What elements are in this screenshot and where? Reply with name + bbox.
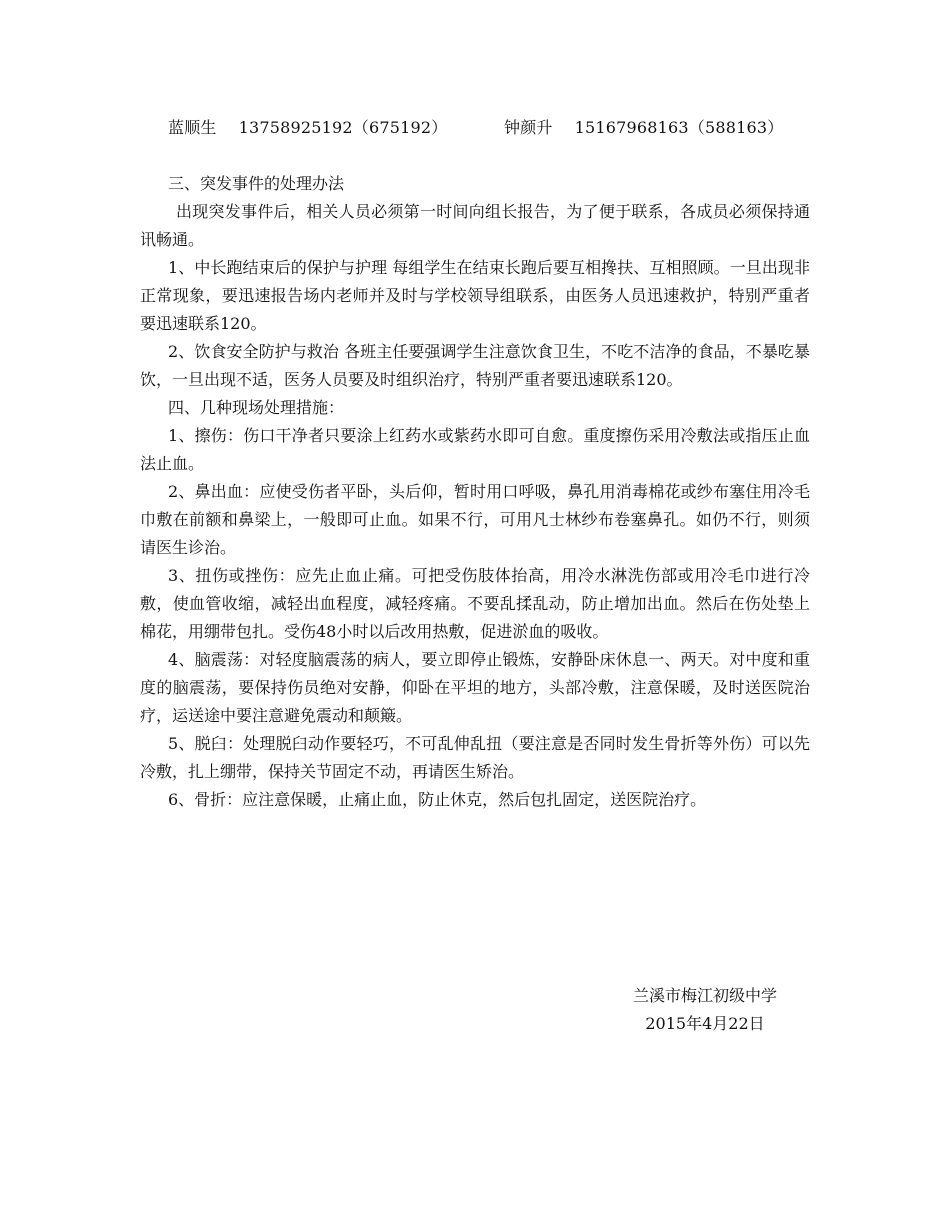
paragraph-emergency-intro: 出现突发事件后，相关人员必须第一时间向组长报告，为了便于联系，各成员必须保持通讯畅通。 — [140, 202, 810, 249]
contact-entry-1 — [168, 116, 447, 140]
paragraph-fracture: 6、骨折：应注意保暖，止痛止血，防止休克，然后包扎固定，送医院治疗。 — [168, 790, 707, 809]
paragraph-sprain: 3、扭伤或挫伤：应先止血止痛。可把受伤肢体抬高，用冷水淋洗伤部或用冷毛巾进行冷敷，使血管收缩，减轻出血程度，减轻疼痛。不要乱揉乱动，防止增加出血。然后在伤处垫上棉花，用绷带包扎。受伤48小时以后改用热敷，促进淤血的吸收。 — [140, 566, 810, 641]
document-body — [140, 170, 810, 814]
contact-name: 钟颜升 — [504, 118, 553, 137]
signature-date: 2015年4月22日 — [645, 1014, 765, 1033]
paragraph-dislocation: 5、脱臼：处理脱臼动作要轻巧，不可乱伸乱扭（要注意是否同时发生骨折等外伤）可以先冷敷，扎上绷带，保持关节固定不动，再请医生矫治。 — [140, 734, 810, 781]
paragraph-food-safety: 2、饮食安全防护与救治 各班主任要强调学生注意饮食卫生，不吃不洁净的食品，不暴吃暴饮，一旦出现不适，医务人员要及时组织治疗，特别严重者要迅速联系120。 — [140, 342, 810, 389]
contact-phone: 13758925192（675192） — [238, 118, 448, 137]
contact-phone: 15167968163（588163） — [574, 118, 784, 137]
section-heading-onsite-measures: 四、几种现场处理措施： — [168, 398, 345, 417]
paragraph-nosebleed: 2、鼻出血：应使受伤者平卧，头后仰，暂时用口呼吸，鼻孔用消毒棉花或纱布塞住用冷毛巾敷在前额和鼻梁上，一般即可止血。如果不行，可用凡士林纱布卷塞鼻孔。如仍不行，则须请医生诊治。 — [140, 482, 810, 557]
signature-organization: 兰溪市梅江初级中学 — [632, 986, 777, 1005]
section-heading-emergency: 三、突发事件的处理办法 — [168, 174, 345, 193]
paragraph-concussion: 4、脑震荡：对轻度脑震荡的病人，要立即停止锻炼，安静卧床休息一、两天。对中度和重度的脑震荡，要保持伤员绝对安静，仰卧在平坦的地方，头部冷敷，注意保暖，及时送医院治疗，运送途中要注意避免震动和颠簸。 — [140, 650, 810, 725]
contact-name: 蓝顺生 — [168, 118, 217, 137]
contact-entry-2 — [504, 116, 783, 140]
paragraph-running-care: 1、中长跑结束后的保护与护理 每组学生在结束长跑后要互相搀扶、互相照顾。一旦出现非正常现象，要迅速报告场内老师并及时与学校领导组联系，由医务人员迅速救护，特别严重者要迅速联系120。 — [140, 258, 810, 333]
paragraph-abrasion: 1、擦伤：伤口干净者只要涂上红药水或紫药水即可自愈。重度擦伤采用冷敷法或指压止血法止血。 — [140, 426, 810, 473]
